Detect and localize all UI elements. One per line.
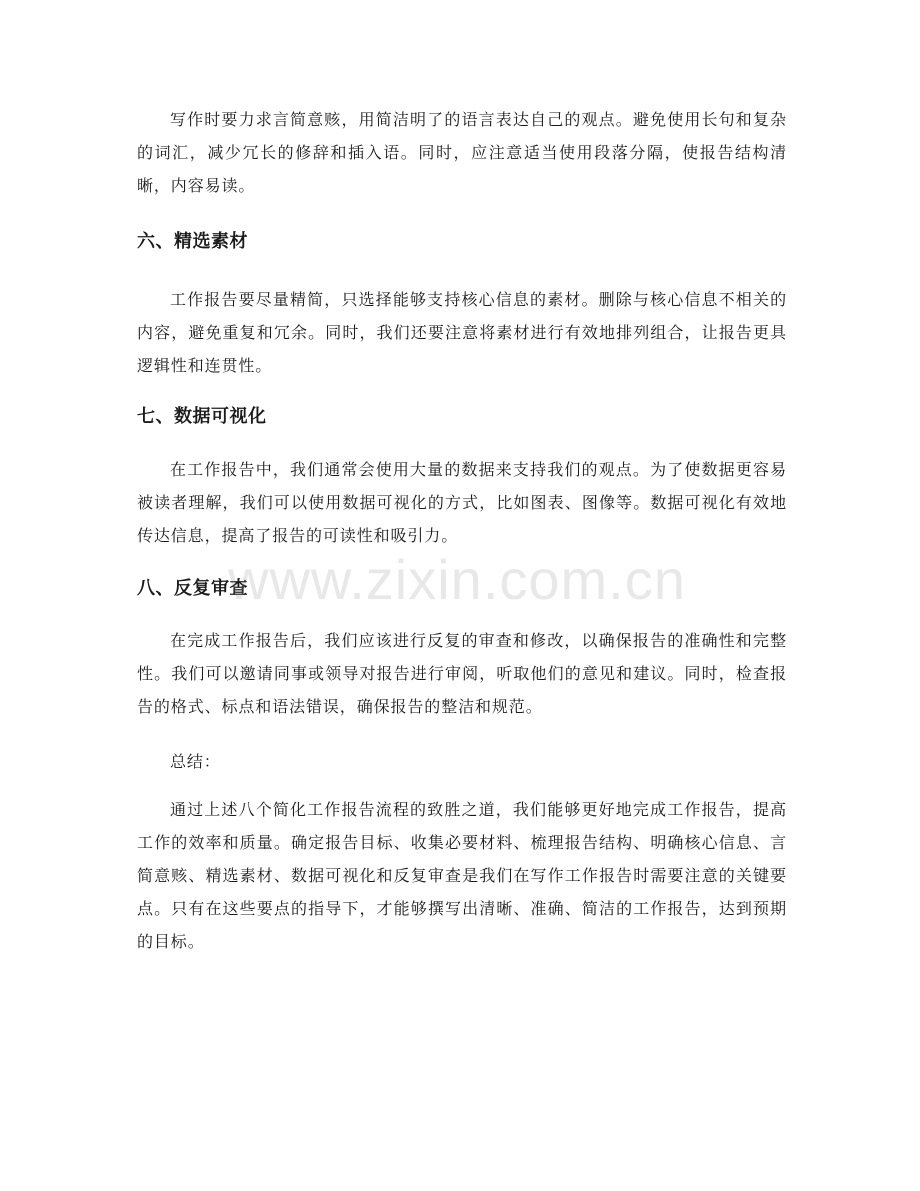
heading-section-6: 六、精选素材 xyxy=(137,231,248,252)
summary-label: 总结： xyxy=(170,752,221,771)
summary-paragraph: 通过上述八个简化工作报告流程的致胜之道，我们能够更好地完成工作报告，提高工作的效率和质量。确定报告目标、收集必要材料、梳理报告结构、明确核心信息、言简意赅、精选素材、数据可视化和反复审查是我们在写作工作报告时需要注意的关键要点。只有在这些要点的指导下，才能够撰写出清晰、准确、简洁的工作报告，达到预期的目标。 xyxy=(137,800,787,951)
section-6-paragraph: 工作报告要尽量精简，只选择能够支持核心信息的素材。删除与核心信息不相关的内容，避免重复和冗余。同时，我们还要注意将素材进行有效地排列组合，让报告更具逻辑性和连贯性。 xyxy=(137,290,787,375)
intro-paragraph: 写作时要力求言简意赅，用简洁明了的语言表达自己的观点。避免使用长句和复杂的词汇，减少冗长的修辞和插入语。同时，应注意适当使用段落分隔，使报告结构清晰，内容易读。 xyxy=(137,110,787,195)
section-8-paragraph: 在完成工作报告后，我们应该进行反复的审查和修改，以确保报告的准确性和完整性。我们可以邀请同事或领导对报告进行审阅，听取他们的意见和建议。同时，检查报告的格式、标点和语法错误，确保报告的整洁和规范。 xyxy=(137,631,787,716)
heading-section-7: 七、数据可视化 xyxy=(137,406,267,427)
watermark: www.zixin.com.cn xyxy=(228,548,686,611)
section-7-paragraph: 在工作报告中，我们通常会使用大量的数据来支持我们的观点。为了使数据更容易被读者理解，我们可以使用数据可视化的方式，比如图表、图像等。数据可视化有效地传达信息，提高了报告的可读性和吸引力。 xyxy=(137,460,787,545)
heading-section-8: 八、反复审查 xyxy=(137,578,248,599)
